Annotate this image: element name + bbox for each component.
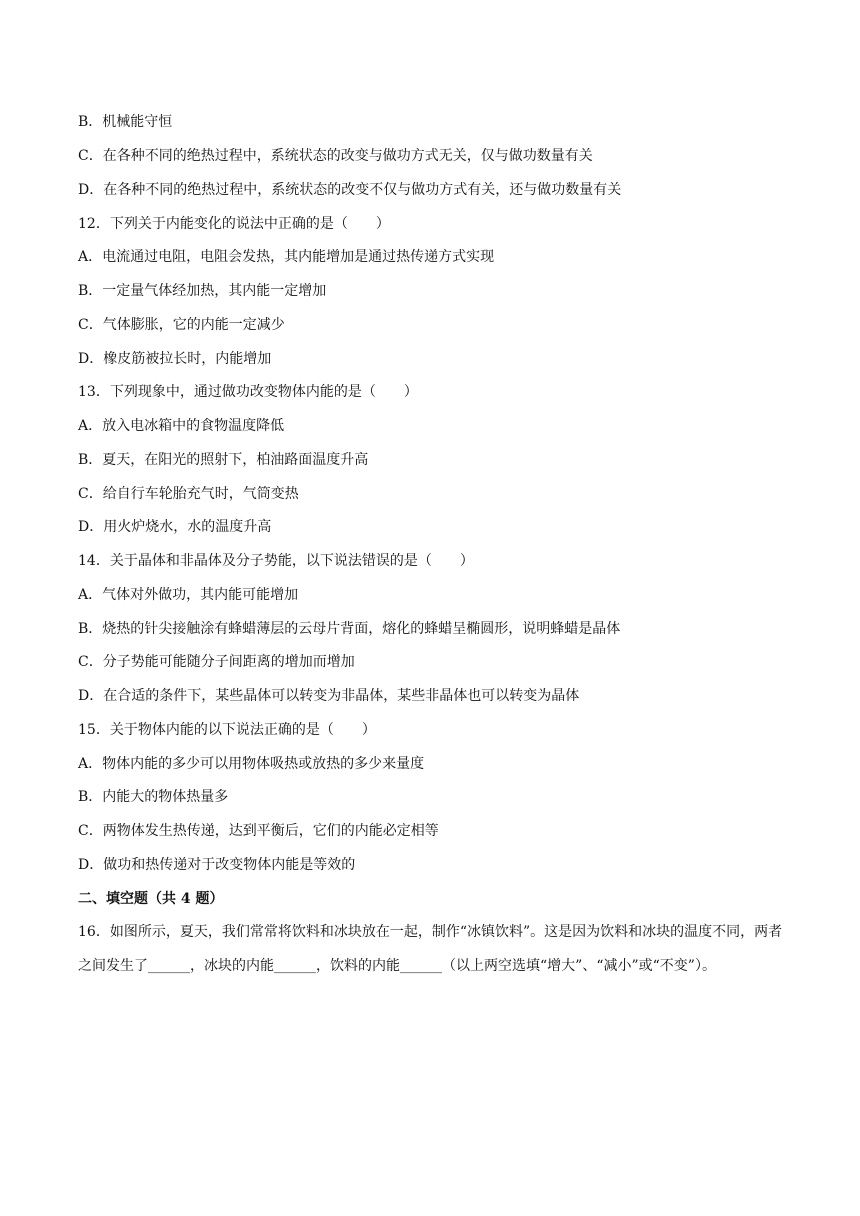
q16-text: 16．如图所示，夏天，我们常常将饮料和冰块放在一起，制作“冰镇饮料”。这是因为饮料和冰块的温度不同，两者之间发生了______，冰块的内能______，饮料的内能______（以上两空选填“增大”、“减小”或“不变”）。 <box>78 924 783 974</box>
q13-option-c: C．给自行车轮胎充气时，气筒变热 <box>78 486 299 502</box>
q12-stem: 12．下列关于内能变化的说法中正确的是（ ） <box>78 216 390 232</box>
q15-option-d: D．做功和热传递对于改变物体内能是等效的 <box>78 857 356 873</box>
q11-option-c: C．在各种不同的绝热过程中，系统状态的改变与做功方式无关，仅与做功数量有关 <box>78 148 593 164</box>
section-heading-fill-in: 二、填空题（共 4 题） <box>78 891 224 907</box>
q15-option-c: C．两物体发生热传递，达到平衡后，它们的内能必定相等 <box>78 823 439 839</box>
q13-option-d: D．用火炉烧水，水的温度升高 <box>78 519 272 535</box>
q14-option-d: D．在合适的条件下，某些晶体可以转变为非晶体，某些非晶体也可以转变为晶体 <box>78 688 580 704</box>
q15-stem: 15．关于物体内能的以下说法正确的是（ ） <box>78 722 376 738</box>
q11-option-d: D．在各种不同的绝热过程中，系统状态的改变不仅与做功方式有关，还与做功数量有关 <box>78 182 622 198</box>
q14-option-b: B．烧热的针尖接触涂有蜂蜡薄层的云母片背面，熔化的蜂蜡呈椭圆形，说明蜂蜡是晶体 <box>78 621 621 637</box>
q14-option-a: A．气体对外做功，其内能可能增加 <box>78 587 299 603</box>
q13-stem: 13．下列现象中，通过做功改变物体内能的是（ ） <box>78 384 418 400</box>
q12-option-a: A．电流通过电阻，电阻会发热，其内能增加是通过热传递方式实现 <box>78 249 495 265</box>
q15-option-b: B．内能大的物体热量多 <box>78 789 229 805</box>
q13-option-a: A．放入电冰箱中的食物温度降低 <box>78 418 285 434</box>
q15-option-a: A．物体内能的多少可以用物体吸热或放热的多少来量度 <box>78 756 425 772</box>
q14-option-c: C．分子势能可能随分子间距离的增加而增加 <box>78 654 355 670</box>
q13-option-b: B．夏天，在阳光的照射下，柏油路面温度升高 <box>78 452 369 468</box>
q12-option-b: B．一定量气体经加热，其内能一定增加 <box>78 283 327 299</box>
q14-stem: 14．关于晶体和非晶体及分子势能，以下说法错误的是（ ） <box>78 553 474 569</box>
q12-option-d: D．橡皮筋被拉长时，内能增加 <box>78 351 272 367</box>
q11-option-b: B．机械能守恒 <box>78 114 173 130</box>
q12-option-c: C．气体膨胀，它的内能一定减少 <box>78 317 285 333</box>
